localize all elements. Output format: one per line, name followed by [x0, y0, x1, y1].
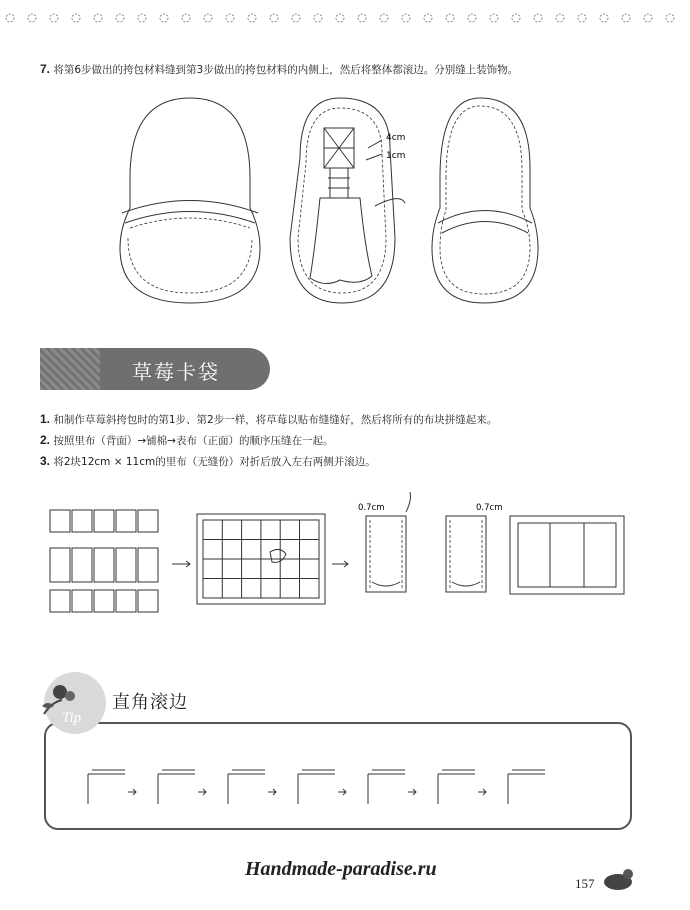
- flower-icon: [578, 14, 586, 22]
- flower-icon: [534, 14, 542, 22]
- flower-icon: [182, 14, 190, 22]
- arrow-icon: [128, 789, 136, 795]
- dimension-4cm: 4cm: [386, 133, 406, 143]
- step-7-number: 7.: [40, 62, 51, 76]
- flower-icon: [424, 14, 432, 22]
- step-2-text: [40, 433, 333, 448]
- flower-icon: [6, 14, 14, 22]
- bag-assembly-illustration: [110, 88, 550, 318]
- card-case-assembly-diagram: [40, 490, 640, 630]
- flower-icon: [468, 14, 476, 22]
- flower-icon: [556, 14, 564, 22]
- step-1-body: 和制作草莓斜挎包时的第1步、第2步一样，将草莓以贴布缝缝好，然后将所有的布块拼缝起来。: [53, 414, 498, 426]
- flower-icon: [292, 14, 300, 22]
- flower-icon: [28, 14, 36, 22]
- flower-icon: [248, 14, 256, 22]
- step-2-number: 2.: [40, 433, 51, 447]
- dimension-0.7cm-left: 0.7cm: [358, 503, 385, 513]
- binding-steps-illustration: [70, 734, 610, 824]
- flower-icon: [138, 14, 146, 22]
- flower-icon: [402, 14, 410, 22]
- flower-icon: [160, 14, 168, 22]
- flower-icon: [336, 14, 344, 22]
- flower-icon: [644, 14, 652, 22]
- flower-icon: [358, 14, 366, 22]
- section-banner: [40, 348, 270, 390]
- flower-icon: [314, 14, 322, 22]
- tip-label: Tip: [62, 710, 82, 726]
- flower-icon: [72, 14, 80, 22]
- section-title: 草莓卡袋: [132, 360, 220, 384]
- flower-icon: [226, 14, 234, 22]
- flower-icon: [270, 14, 278, 22]
- step-1-number: 1.: [40, 412, 51, 426]
- step-2-body: 按照里布（背面）→铺棉→表布（正面）的顺序压缝在一起。: [53, 435, 334, 447]
- arrow-icon: [198, 789, 206, 795]
- page-number: 157: [575, 876, 595, 891]
- quilted-panel-figure: [197, 514, 325, 604]
- flower-border-decoration: [0, 6, 690, 32]
- step-3-number: 3.: [40, 454, 51, 468]
- bag-right-figure: [432, 98, 538, 303]
- flower-icon: [666, 14, 674, 22]
- bag-left-figure: [120, 98, 260, 303]
- step-7-text: [40, 62, 518, 77]
- bird-icon: [600, 866, 636, 892]
- flower-icon: [204, 14, 212, 22]
- flower-icon: [380, 14, 388, 22]
- flower-icon: [116, 14, 124, 22]
- flower-icon: [50, 14, 58, 22]
- arrow-icon: [172, 561, 190, 567]
- tip-title: 直角滚边: [112, 692, 188, 713]
- arrow-icon: [268, 789, 276, 795]
- flower-icon: [446, 14, 454, 22]
- step-3-body: 将2块12cm × 11cm的里布（无缝份）对折后放入左右两侧并滚边。: [53, 456, 376, 468]
- arrow-icon: [408, 789, 416, 795]
- flower-icon: [94, 14, 102, 22]
- flower-icon: [622, 14, 630, 22]
- dimension-0.7cm-right: 0.7cm: [476, 503, 503, 513]
- bag-middle-figure: [290, 98, 405, 303]
- watermark-text: Handmade-paradise.ru: [245, 858, 437, 880]
- step-1-text: [40, 412, 497, 427]
- flower-icon: [512, 14, 520, 22]
- banner-texture: [40, 348, 100, 390]
- step-7-body: 将第6步做出的挎包材料缝到第3步做出的挎包材料的内侧上，然后将整体都滚边。分别缝上装饰物。: [53, 64, 519, 76]
- arrow-icon: [332, 561, 348, 567]
- flower-icon: [600, 14, 608, 22]
- dimension-1cm: 1cm: [386, 151, 406, 161]
- step-3-text: [40, 454, 376, 469]
- arrow-icon: [338, 789, 346, 795]
- arrow-icon: [478, 789, 486, 795]
- finished-card-case-figure: [510, 516, 624, 594]
- flower-icon: [490, 14, 498, 22]
- patchwork-pieces-figure: [50, 510, 158, 612]
